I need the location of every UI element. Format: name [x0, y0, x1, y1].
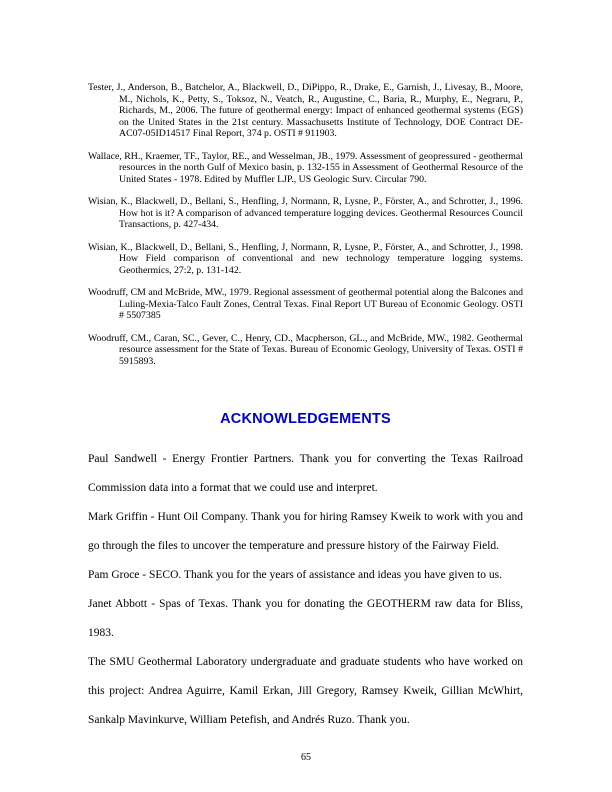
reference-entry: Wallace, RH., Kraemer, TF., Taylor, RE., and Wesselman, JB., 1979. Assessment of geopressured - geothermal resources in the north Gulf of Mexico basin, p. 132-155 in Assessment of Geothermal Resource of the United States - 1978. Edited by Muffler LJP., US Geologic Surv. Circular 790. [88, 150, 523, 185]
reference-entry: Woodruff, CM and McBride, MW., 1979. Regional assessment of geothermal potential along the Balcones and Luling-Mexia-Talco Fault Zones, Central Texas. Final Report UT Bureau of Economic Geology. OSTI # 5507385 [88, 287, 523, 321]
acknowledgement-paragraph: Pam Groce - SECO. Thank you for the years of assistance and ideas you have given to us. [88, 569, 503, 581]
acknowledgement-paragraph: Mark Griffin - Hunt Oil Company. Thank you for hiring Ramsey Kweik to work with you and go through the files to uncover the temperature and pressure history of the Fairway Field. [88, 511, 523, 552]
page-number: 65 [301, 752, 311, 763]
acknowledgement-paragraph: Paul Sandwell - Energy Frontier Partners. Thank you for converting the Texas Railroad Commission data into a format that we could use and interpret. [88, 453, 523, 494]
acknowledgement-paragraph: Janet Abbott - Spas of Texas. Thank you for donating the GEOTHERM raw data for Bliss, 1983. [88, 598, 523, 639]
reference-entry: Tester, J., Anderson, B., Batchelor, A., Blackwell, D., DiPippo, R., Drake, E., Garnish, J., Livesay, B., Moore, M., Nichols, K., Petty, S., Toksoz, N., Veatch, R., Augustine, C., Baria, R., Murphy, E., Negraru, P., Richards, M., 2006. The future of geothermal energy: Impact of enhanced geothermal systems (EGS) on the United States in the 21st century. Massachusetts Institute of Technology, DOE Contract DE-AC07-05ID14517 Final Report, 374 p. OSTI # 911903. [88, 82, 523, 139]
acknowledgement-paragraph: The SMU Geothermal Laboratory undergraduate and graduate students who have worked on this project: Andrea Aguirre, Kamil Erkan, Jill Gregory, Ramsey Kweik, Gillian McWhirt, Sankalp Mavinkurve, William Petefish, and Andrés Ruzo. Thank you. [88, 656, 523, 726]
reference-entry: Woodruff, CM., Caran, SC., Gever, C., Henry, CD., Macpherson, GL., and McBride, MW., 1982. Geothermal resource assessment for the State of Texas. Bureau of Economic Geology, University of Texas. OSTI # 5915893. [88, 332, 523, 367]
reference-entry: Wisian, K., Blackwell, D., Bellani, S., Henfling, J, Normann, R, Lysne, P., Förster, A., and Schrotter, J., 1998. How Field comparison of conventional and new technology temperature logging systems. Geothermics, 27:2, p. 131-142. [88, 241, 523, 276]
acknowledgements-section [88, 445, 523, 735]
references-section [88, 82, 523, 367]
acknowledgements-heading: ACKNOWLEDGEMENTS [220, 411, 391, 427]
reference-entry: Wisian, K., Blackwell, D., Bellani, S., Henfling, J, Normann, R, Lysne, P., Förster, A., and Schrotter, J., 1996. How hot is it? A comparison of advanced temperature logging devices. Geothermal Resources Council Transactions, p. 427-434. [88, 196, 523, 230]
